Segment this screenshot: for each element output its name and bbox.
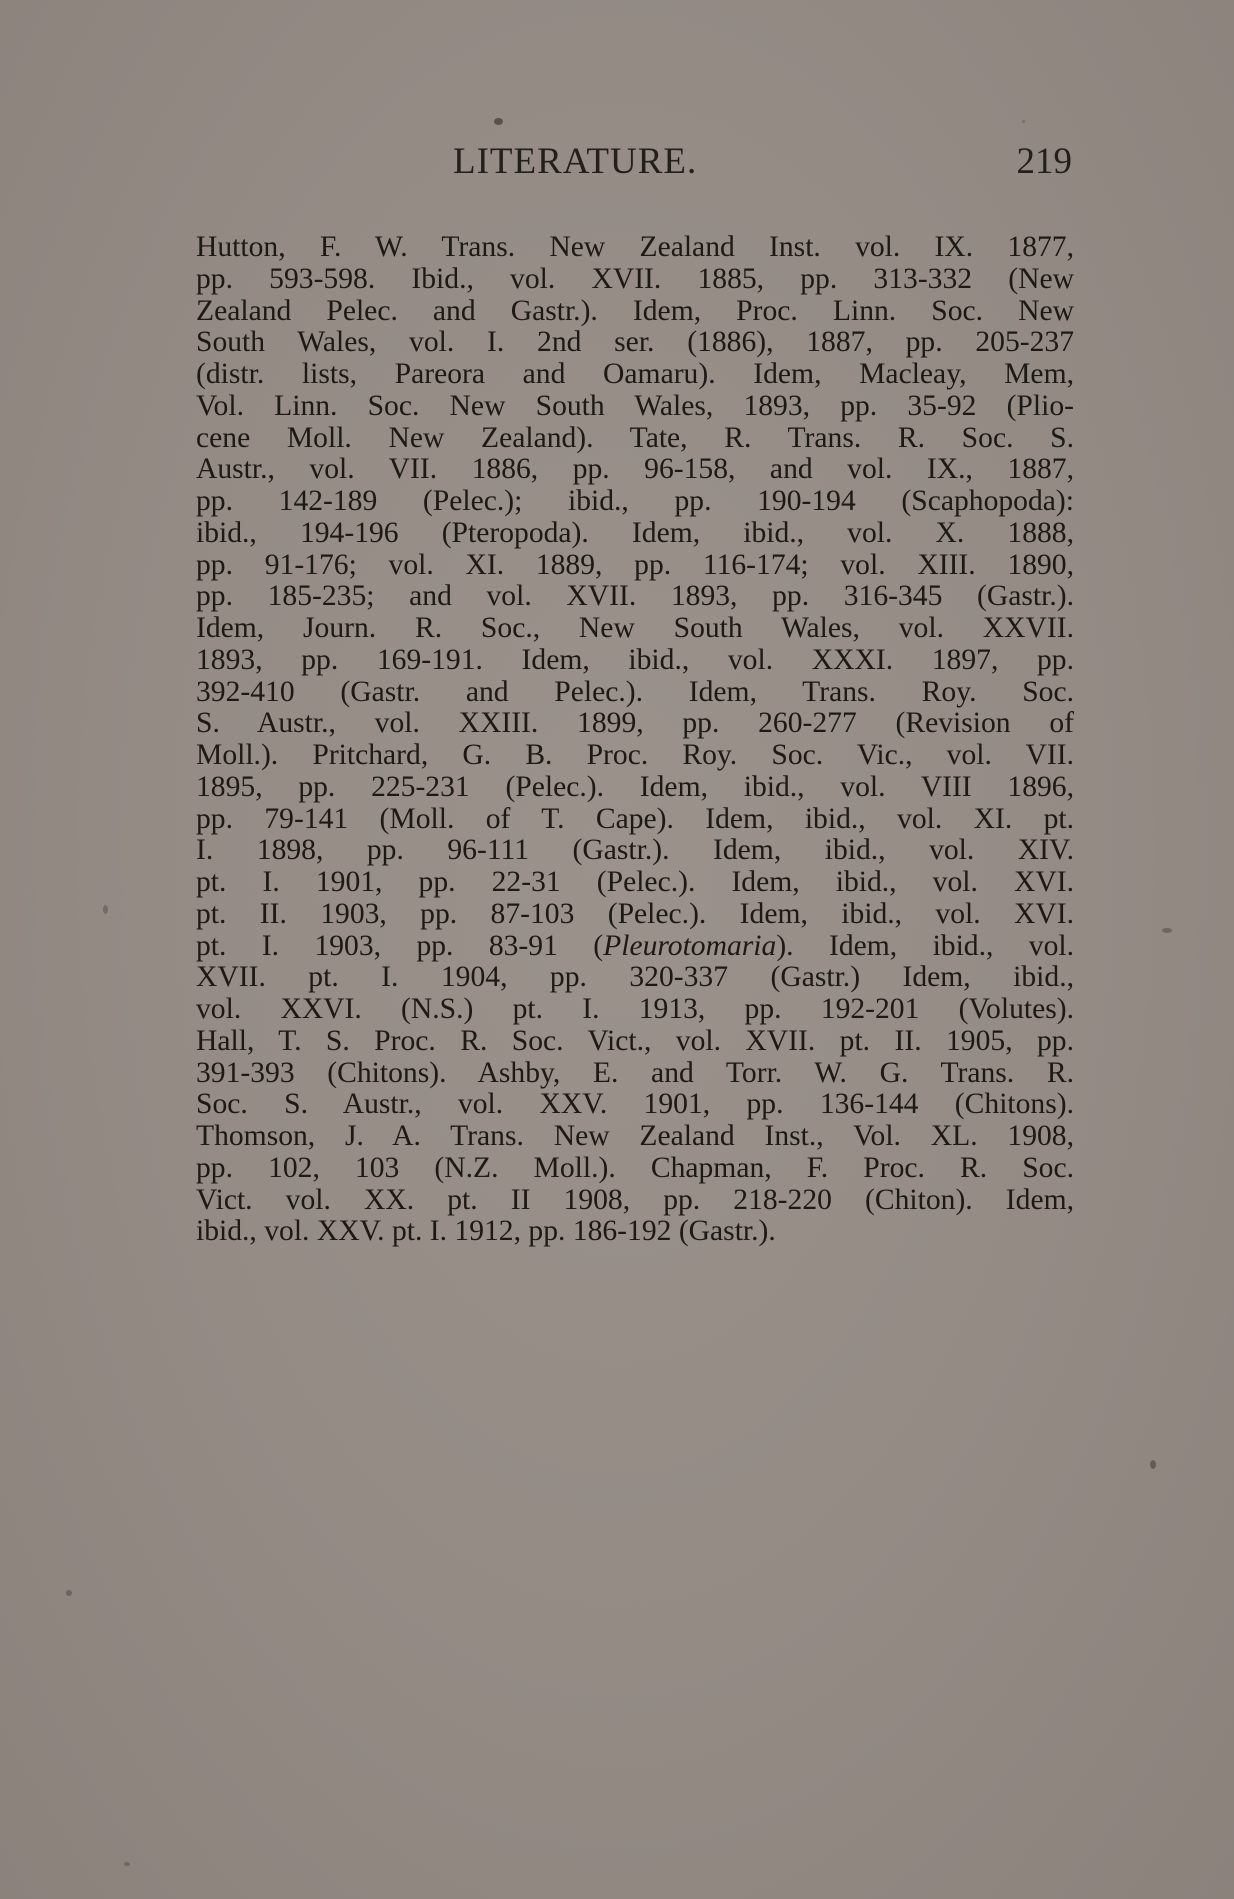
page-number: 219 [1016, 141, 1072, 182]
paper-speck [66, 1590, 72, 1596]
text-line: XVII. pt. I. 1904, pp. 320-337 (Gastr.) Idem, ibid., [196, 962, 1074, 994]
text-line: Moll.). Pritchard, G. B. Proc. Roy. Soc. Vic., vol. VII. [196, 740, 1074, 771]
text-line-with-italic [196, 931, 1074, 963]
paper-speck [494, 118, 503, 125]
italic-genus-name: Pleurotomaria [603, 930, 777, 962]
paper-speck [124, 1862, 130, 1866]
text-line: ibid., vol. XXV. pt. I. 1912, pp. 186-192 (Gastr.). [196, 1216, 776, 1248]
text-line: S. Austr., vol. XXIII. 1899, pp. 260-277 (Revision of [196, 708, 1074, 740]
text-line: pp. 593-598. Ibid., vol. XVII. 1885, pp. 313-332 (New [196, 263, 1074, 295]
text-line: ibid., 194-196 (Pteropoda). Idem, ibid., vol. X. 1888, [196, 517, 1074, 549]
text-line: pp. 79-141 (Moll. of T. Cape). Idem, ibid., vol. XI. pt. [196, 803, 1074, 835]
text-line: (distr. lists, Pareora and Oamaru). Idem, Macleay, Mem, [196, 359, 1074, 390]
text-line: Austr., vol. VII. 1886, pp. 96-158, and vol. IX., 1887, [196, 454, 1074, 486]
text-line: I. 1898, pp. 96-111 (Gastr.). Idem, ibid., vol. XIV. [196, 835, 1074, 867]
text-line: Idem, Journ. R. Soc., New South Wales, vol. XXVII. [196, 613, 1074, 644]
text-line: 1895, pp. 225-231 (Pelec.). Idem, ibid., vol. VIII 1896, [196, 771, 1074, 803]
text-line: pp. 102, 103 (N.Z. Moll.). Chapman, F. Proc. R. Soc. [196, 1152, 1074, 1184]
text-segment: pt. I. 1903, pp. 83-91 ( [196, 930, 604, 962]
text-line: Zealand Pelec. and Gastr.). Idem, Proc. Linn. Soc. New [196, 295, 1074, 327]
paper-speck [1162, 928, 1172, 933]
page-header [196, 140, 1072, 190]
text-line: pp. 91-176; vol. XI. 1889, pp. 116-174; vol. XIII. 1890, [196, 549, 1074, 581]
text-line: Vol. Linn. Soc. New South Wales, 1893, pp. 35-92 (Plio- [196, 390, 1074, 422]
text-line: Vict. vol. XX. pt. II 1908, pp. 218-220 (Chiton). Idem, [196, 1184, 1074, 1216]
text-line: Thomson, J. A. Trans. New Zealand Inst., Vol. XL. 1908, [196, 1121, 1074, 1152]
text-line: pt. II. 1903, pp. 87-103 (Pelec.). Idem, ibid., vol. XVI. [196, 898, 1074, 930]
text-line: cene Moll. New Zealand). Tate, R. Trans. R. Soc. S. [196, 422, 1074, 454]
text-line: Hutton, F. W. Trans. New Zealand Inst. vol. IX. 1877, [196, 232, 1074, 263]
text-line: 392-410 (Gastr. and Pelec.). Idem, Trans. Roy. Soc. [196, 676, 1074, 708]
text-line: South Wales, vol. I. 2nd ser. (1886), 1887, pp. 205-237 [196, 327, 1074, 359]
text-line: Hall, T. S. Proc. R. Soc. Vict., vol. XVII. pt. II. 1905, pp. [196, 1025, 1074, 1057]
bibliography-paragraph [196, 232, 1074, 1248]
text-segment: ). Idem, ibid., vol. [776, 930, 1074, 962]
text-line: pt. I. 1901, pp. 22-31 (Pelec.). Idem, ibid., vol. XVI. [196, 867, 1074, 898]
text-line: vol. XXVI. (N.S.) pt. I. 1913, pp. 192-201 (Volutes). [196, 994, 1074, 1025]
text-line: 391-393 (Chitons). Ashby, E. and Torr. W. G. Trans. R. [196, 1057, 1074, 1089]
running-title: LITERATURE. [453, 141, 698, 182]
paper-speck [1150, 1460, 1156, 1469]
text-line: pp. 185-235; and vol. XVII. 1893, pp. 316-345 (Gastr.). [196, 581, 1074, 613]
paper-speck [103, 905, 108, 914]
paper-speck [1022, 120, 1025, 123]
text-line: 1893, pp. 169-191. Idem, ibid., vol. XXXI. 1897, pp. [196, 644, 1074, 676]
text-line: pp. 142-189 (Pelec.); ibid., pp. 190-194 (Scaphopoda): [196, 486, 1074, 517]
text-line: Soc. S. Austr., vol. XXV. 1901, pp. 136-144 (Chitons). [196, 1089, 1074, 1121]
